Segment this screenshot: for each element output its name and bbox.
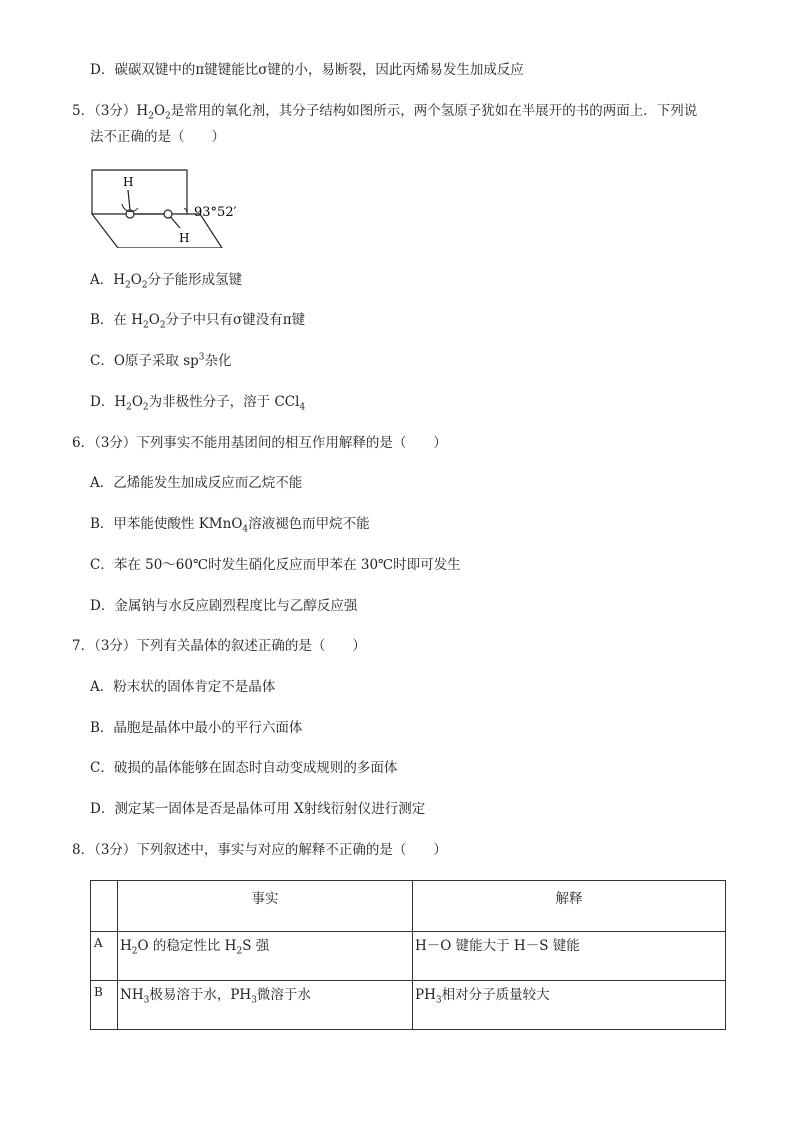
header-fact: 事实 xyxy=(118,881,413,932)
header-index-cell xyxy=(91,881,118,932)
q5-option-a: A．$H_2O_2$分子能形成氢键 xyxy=(90,272,243,291)
q6-option-c: C．苯在 50～60℃时发生硝化反应而甲苯在 30℃时即可发生 xyxy=(90,557,461,573)
table-row xyxy=(91,932,726,981)
q7-option-c: C．破损的晶体能够在固态时自动变成规则的多面体 xyxy=(90,760,398,776)
q8-table xyxy=(90,880,726,1030)
q8-stem: 8．（3分）下列叙述中，事实与对应的解释不正确的是（ ） xyxy=(72,842,447,858)
q5-option-c: C．O原子采取 $sp^3$杂化 xyxy=(90,352,232,369)
q7-option-b: B．晶胞是晶体中最小的平行六面体 xyxy=(90,720,303,736)
q6-option-b: B．甲苯能使酸性 KMnO$_4$溶液褪色而甲烷不能 xyxy=(90,516,370,535)
q7-option-d: D．测定某一固体是否是晶体可用 X射线衍射仪进行测定 xyxy=(90,801,426,817)
q6-stem: 6．（3分）下列事实不能用基团间的相互作用解释的是（ ） xyxy=(72,435,447,451)
q6-option-d: D．金属钠与水反应剧烈程度比与乙醇反应强 xyxy=(90,598,358,614)
row-explain: H－O 键能大于 H－S 键能 xyxy=(413,932,726,981)
h2o2-structure-figure xyxy=(90,168,250,248)
q5-option-d: D．$H_2O_2$为非极性分子，溶于 CCl$_4$ xyxy=(90,394,306,413)
q6-option-a: A．乙烯能发生加成反应而乙烷不能 xyxy=(90,475,303,491)
vertical-plane xyxy=(92,170,187,214)
row-fact: $H_2O$ 的稳定性比 $H_2S$ 强 xyxy=(118,932,413,981)
row-explain: $PH_3$相对分子质量较大 xyxy=(413,981,726,1030)
q7-stem: 7．（3分）下列有关晶体的叙述正确的是（ ） xyxy=(72,638,366,654)
row-fact: $NH_3$极易溶于水，$PH_3$微溶于水 xyxy=(118,981,413,1030)
q5-stem-line2: 法不正确的是（ ） xyxy=(90,129,225,145)
hydrogen-label-top: H xyxy=(123,175,134,189)
q5-stem-line1: 5．（3分）$H_2O_2$是常用的氧化剂，其分子结构如图所示，两个氢原子犹如在半展开的书的两面上．下列说 xyxy=(72,103,698,122)
hydrogen-label-bottom: H xyxy=(179,231,190,245)
q7-option-a: A．粉末状的固体肯定不是晶体 xyxy=(90,679,276,695)
header-explain: 解释 xyxy=(413,881,726,932)
oxygen-atom-2 xyxy=(164,210,172,218)
o-h-bond-top xyxy=(128,190,130,210)
table-row xyxy=(91,981,726,1030)
q5-option-b: B．在 $H_2O_2$分子中只有σ键没有π键 xyxy=(90,312,306,331)
q4-option-d: D．碳碳双键中的π键键能比σ键的小，易断裂，因此丙烯易发生加成反应 xyxy=(90,62,524,78)
row-index: B xyxy=(91,981,118,1030)
dihedral-angle-label: 93°52′ xyxy=(194,205,237,220)
table-header-row xyxy=(91,881,726,932)
row-index: A xyxy=(91,932,118,981)
